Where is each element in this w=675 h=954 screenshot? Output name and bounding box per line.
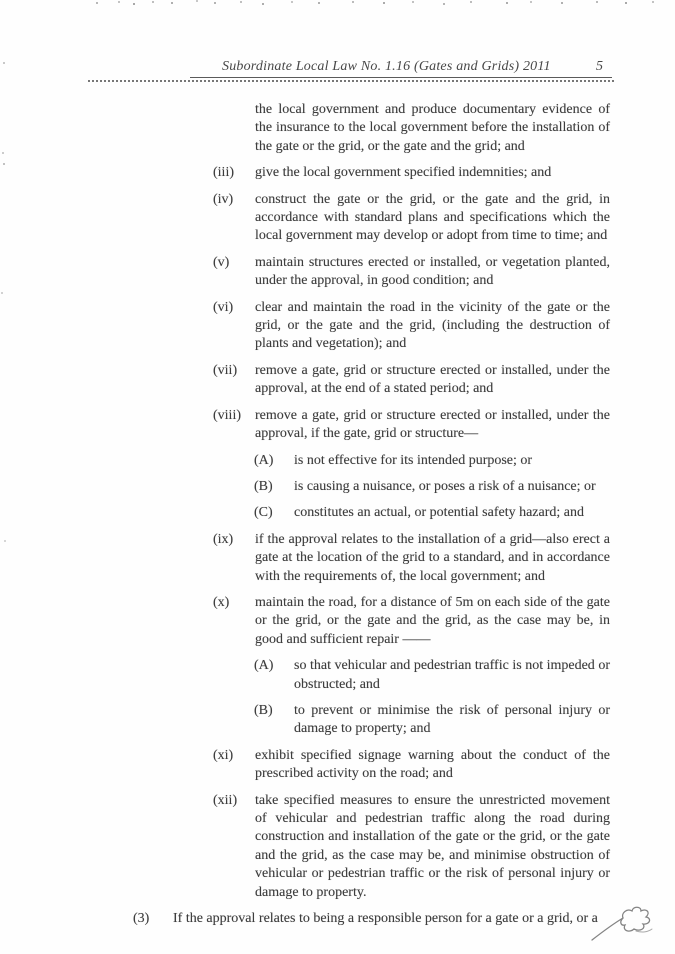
clause-text: so that vehicular and pedestrian traffic is not impeded or obstructed; and [294,658,610,692]
clause-row [0,594,610,649]
clause-marker: (xi) [213,747,234,763]
clause-row [0,702,610,739]
clause-list [0,164,675,928]
clause-marker: (vi) [213,299,234,315]
clause-text: exhibit specified signage warning about the conduct of the prescribed activity on the road; and [255,747,610,782]
clause-marker: (iii) [213,165,234,181]
clause-row [0,191,610,246]
clause-marker: (B) [254,478,273,494]
clause-row [0,478,610,496]
clause-row [0,531,610,586]
clause-text: clear and maintain the road in the vicinity of the gate or the grid, or the gate and the grid, (including the destruction of plants and vegetation); and [255,299,610,352]
clause-row [0,164,610,182]
clause-text: construct the gate or the grid, or the gate and the grid, in accordance with standard plans and specifications which the local government may develop or adopt from time to time; and [255,191,610,244]
clause-text: constitutes an actual, or potential safety hazard; and [294,505,585,521]
clause-marker: (xii) [213,792,238,808]
clause-text: remove a gate, grid or structure erected or installed, under the approval, at the end of a stated period; and [255,362,610,397]
clause-text: is not effective for its intended purpose; or [294,452,533,468]
running-header-title: Subordinate Local Law No. 1.16 (Gates and Grids) 2011 [222,59,551,74]
clause-marker: (iv) [213,191,234,207]
clause-text: remove a gate, grid or structure erected or installed, under the approval, if the gate, grid or structure— [255,407,610,442]
clause-marker: (vii) [213,362,238,378]
clause-text: If the approval relates to being a responsible person for a gate or a grid, or a [173,911,598,927]
clause-marker: (B) [254,702,273,718]
clause-row [0,792,610,902]
page-body [0,101,675,928]
clause-text: give the local government specified indemnities; and [255,165,552,181]
clause-row [0,747,610,784]
clause-text: maintain the road, for a distance of 5m on each side of the gate or the grid, or the gate and the grid, as the case may be, in good and sufficient repair —— [255,594,610,647]
clause-row [0,362,610,399]
clause-text: is causing a nuisance, or poses a risk of a nuisance; or [294,478,596,494]
clause-row [0,657,610,694]
clause-row [0,504,610,522]
clause-row [0,254,610,291]
page-number: 5 [596,59,603,74]
clause-text: maintain structures erected or installed, or vegetation planted, under the approval, in good condition; and [255,254,610,289]
clause-marker: (viii) [213,407,241,423]
clause-row [0,407,610,444]
clause-marker: (3) [133,911,150,927]
clause-marker: (A) [254,658,274,674]
header-rule-dotted [88,80,614,82]
clause-row [0,299,610,354]
header-rule-solid [190,77,612,78]
clause-text: if the approval relates to the installation of a grid—also erect a gate at the location of the grid to a standard, and in accordance with the requirements of, the local government; and [255,531,610,584]
scan-noise-specks [0,0,2,2]
clause-marker: (v) [213,254,230,270]
clause-row [0,910,610,928]
clause-row [0,452,610,470]
clause-marker: (x) [213,594,230,610]
clause-marker: (A) [254,452,274,468]
clause-text: take specified measures to ensure the unrestricted movement of vehicular and pedestrian traffic along the road during construction and installation of the gate or the grid, or the gate and the grid, as the case may be, and minimise obstruction of vehicular or pedestrian traffic or the risk of personal injury or damage to property. [255,792,610,900]
intro-continuation-paragraph: the local government and produce documentary evidence of the insurance to the local government before the installation of the gate or the grid, or the gate and the grid; and [255,102,610,154]
clause-marker: (C) [254,505,273,521]
clause-text: to prevent or minimise the risk of personal injury or damage to property; and [294,702,610,737]
clause-marker: (ix) [213,531,234,547]
